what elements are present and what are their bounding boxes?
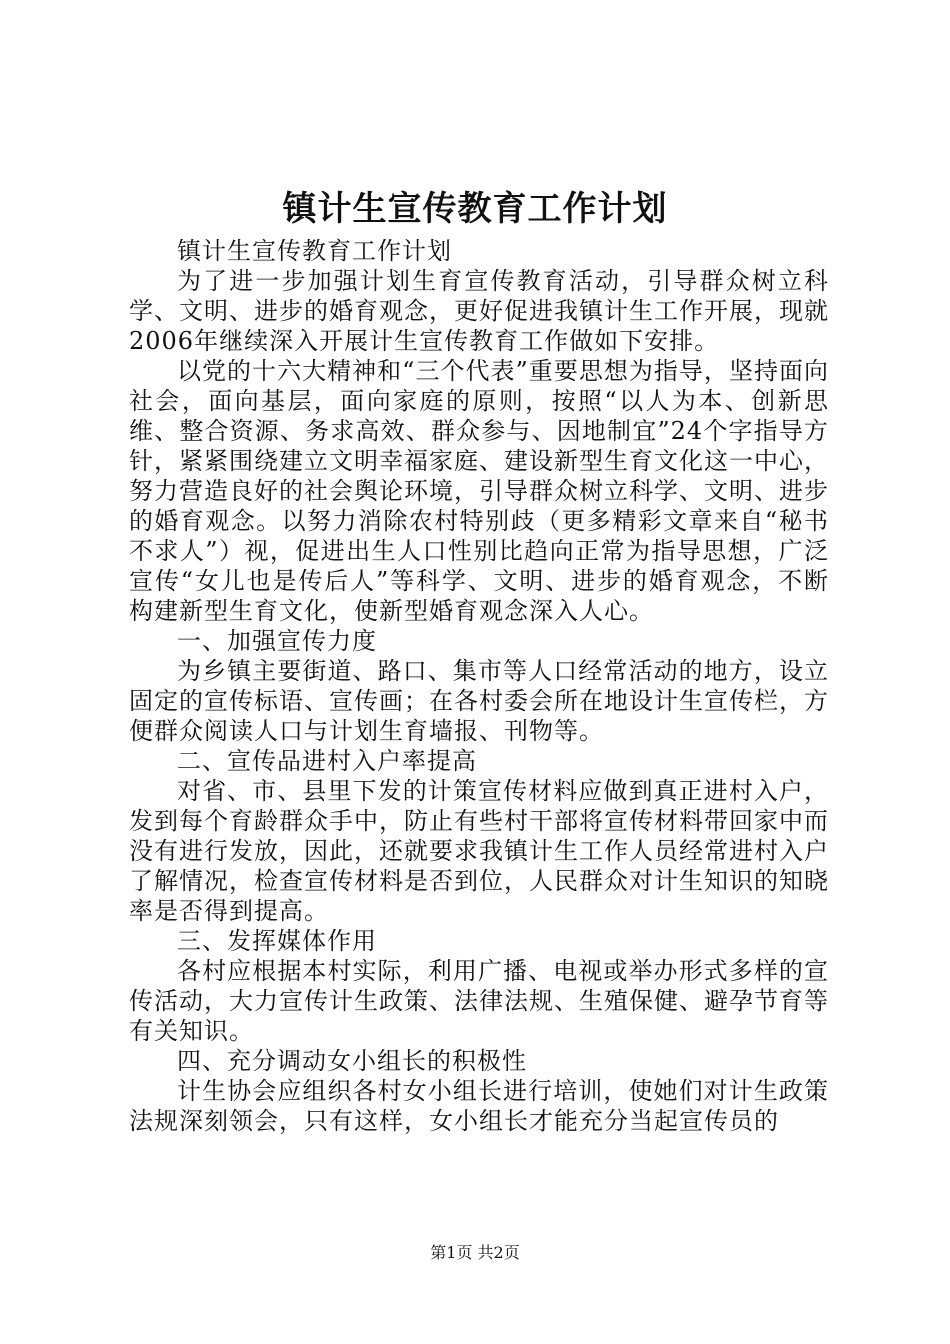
section-heading: 四、充分调动女小组长的积极性 <box>177 1047 527 1075</box>
paragraph: 各村应根据本村实际，利用广播、电视或举办形式多样的宣传活动，大力宣传计生政策、法律法规、生殖保健、避孕节育等有关知识。 <box>129 957 829 1045</box>
paragraph: 为乡镇主要街道、路口、集市等人口经常活动的地方，设立固定的宣传标语、宣传画；在各村委会所在地设计生宣传栏，方便群众阅读人口与计划生育墙报、刊物等。 <box>129 657 829 745</box>
document-title: 镇计生宣传教育工作计划 <box>282 189 668 229</box>
paragraph: 对省、市、县里下发的计策宣传材料应做到真正进村入户，发到每个育龄群众手中，防止有些村干部将宣传材料带回家中而没有进行发放，因此，还就要求我镇计生工作人员经常进村入户了解情况，检查宣传材料是否到位，人民群众对计生知识的知晓率是否得到提高。 <box>129 777 829 925</box>
document-body <box>129 236 829 1136</box>
paragraph: 计生协会应组织各村女小组长进行培训，使她们对计生政策法规深刻领会，只有这样，女小组长才能充分当起宣传员的 <box>129 1077 829 1135</box>
paragraph: 以党的十六大精神和“三个代表”重要思想为指导，坚持面向社会，面向基层，面向家庭的原则，按照“以人为本、创新思维、整合资源、务求高效、群众参与、因地制宜”24个字指导方针，紧紧围绕建立文明幸福家庭、建设新型生育文化这一中心，努力营造良好的社会舆论环境，引导群众树立科学、文明、进步的婚育观念。以努力消除农村特别歧（更多精彩文章来自“秘书不求人”）视，促进出生人口性别比趋向正常为指导思想，广泛宣传“女儿也是传后人”等科学、文明、进步的婚育观念，不断构建新型生育文化，使新型婚育观念深入人心。 <box>129 357 829 625</box>
paragraph: 为了进一步加强计划生育宣传教育活动，引导群众树立科学、文明、进步的婚育观念，更好促进我镇计生工作开展，现就2006年继续深入开展计生宣传教育工作做如下安排。 <box>129 267 829 355</box>
section-heading: 二、宣传品进村入户率提高 <box>177 747 477 775</box>
section-heading: 一、加强宣传力度 <box>177 627 377 655</box>
section-heading: 三、发挥媒体作用 <box>177 927 377 955</box>
paragraph: 镇计生宣传教育工作计划 <box>177 237 452 265</box>
page-footer: 第1页 共2页 <box>430 1243 520 1262</box>
